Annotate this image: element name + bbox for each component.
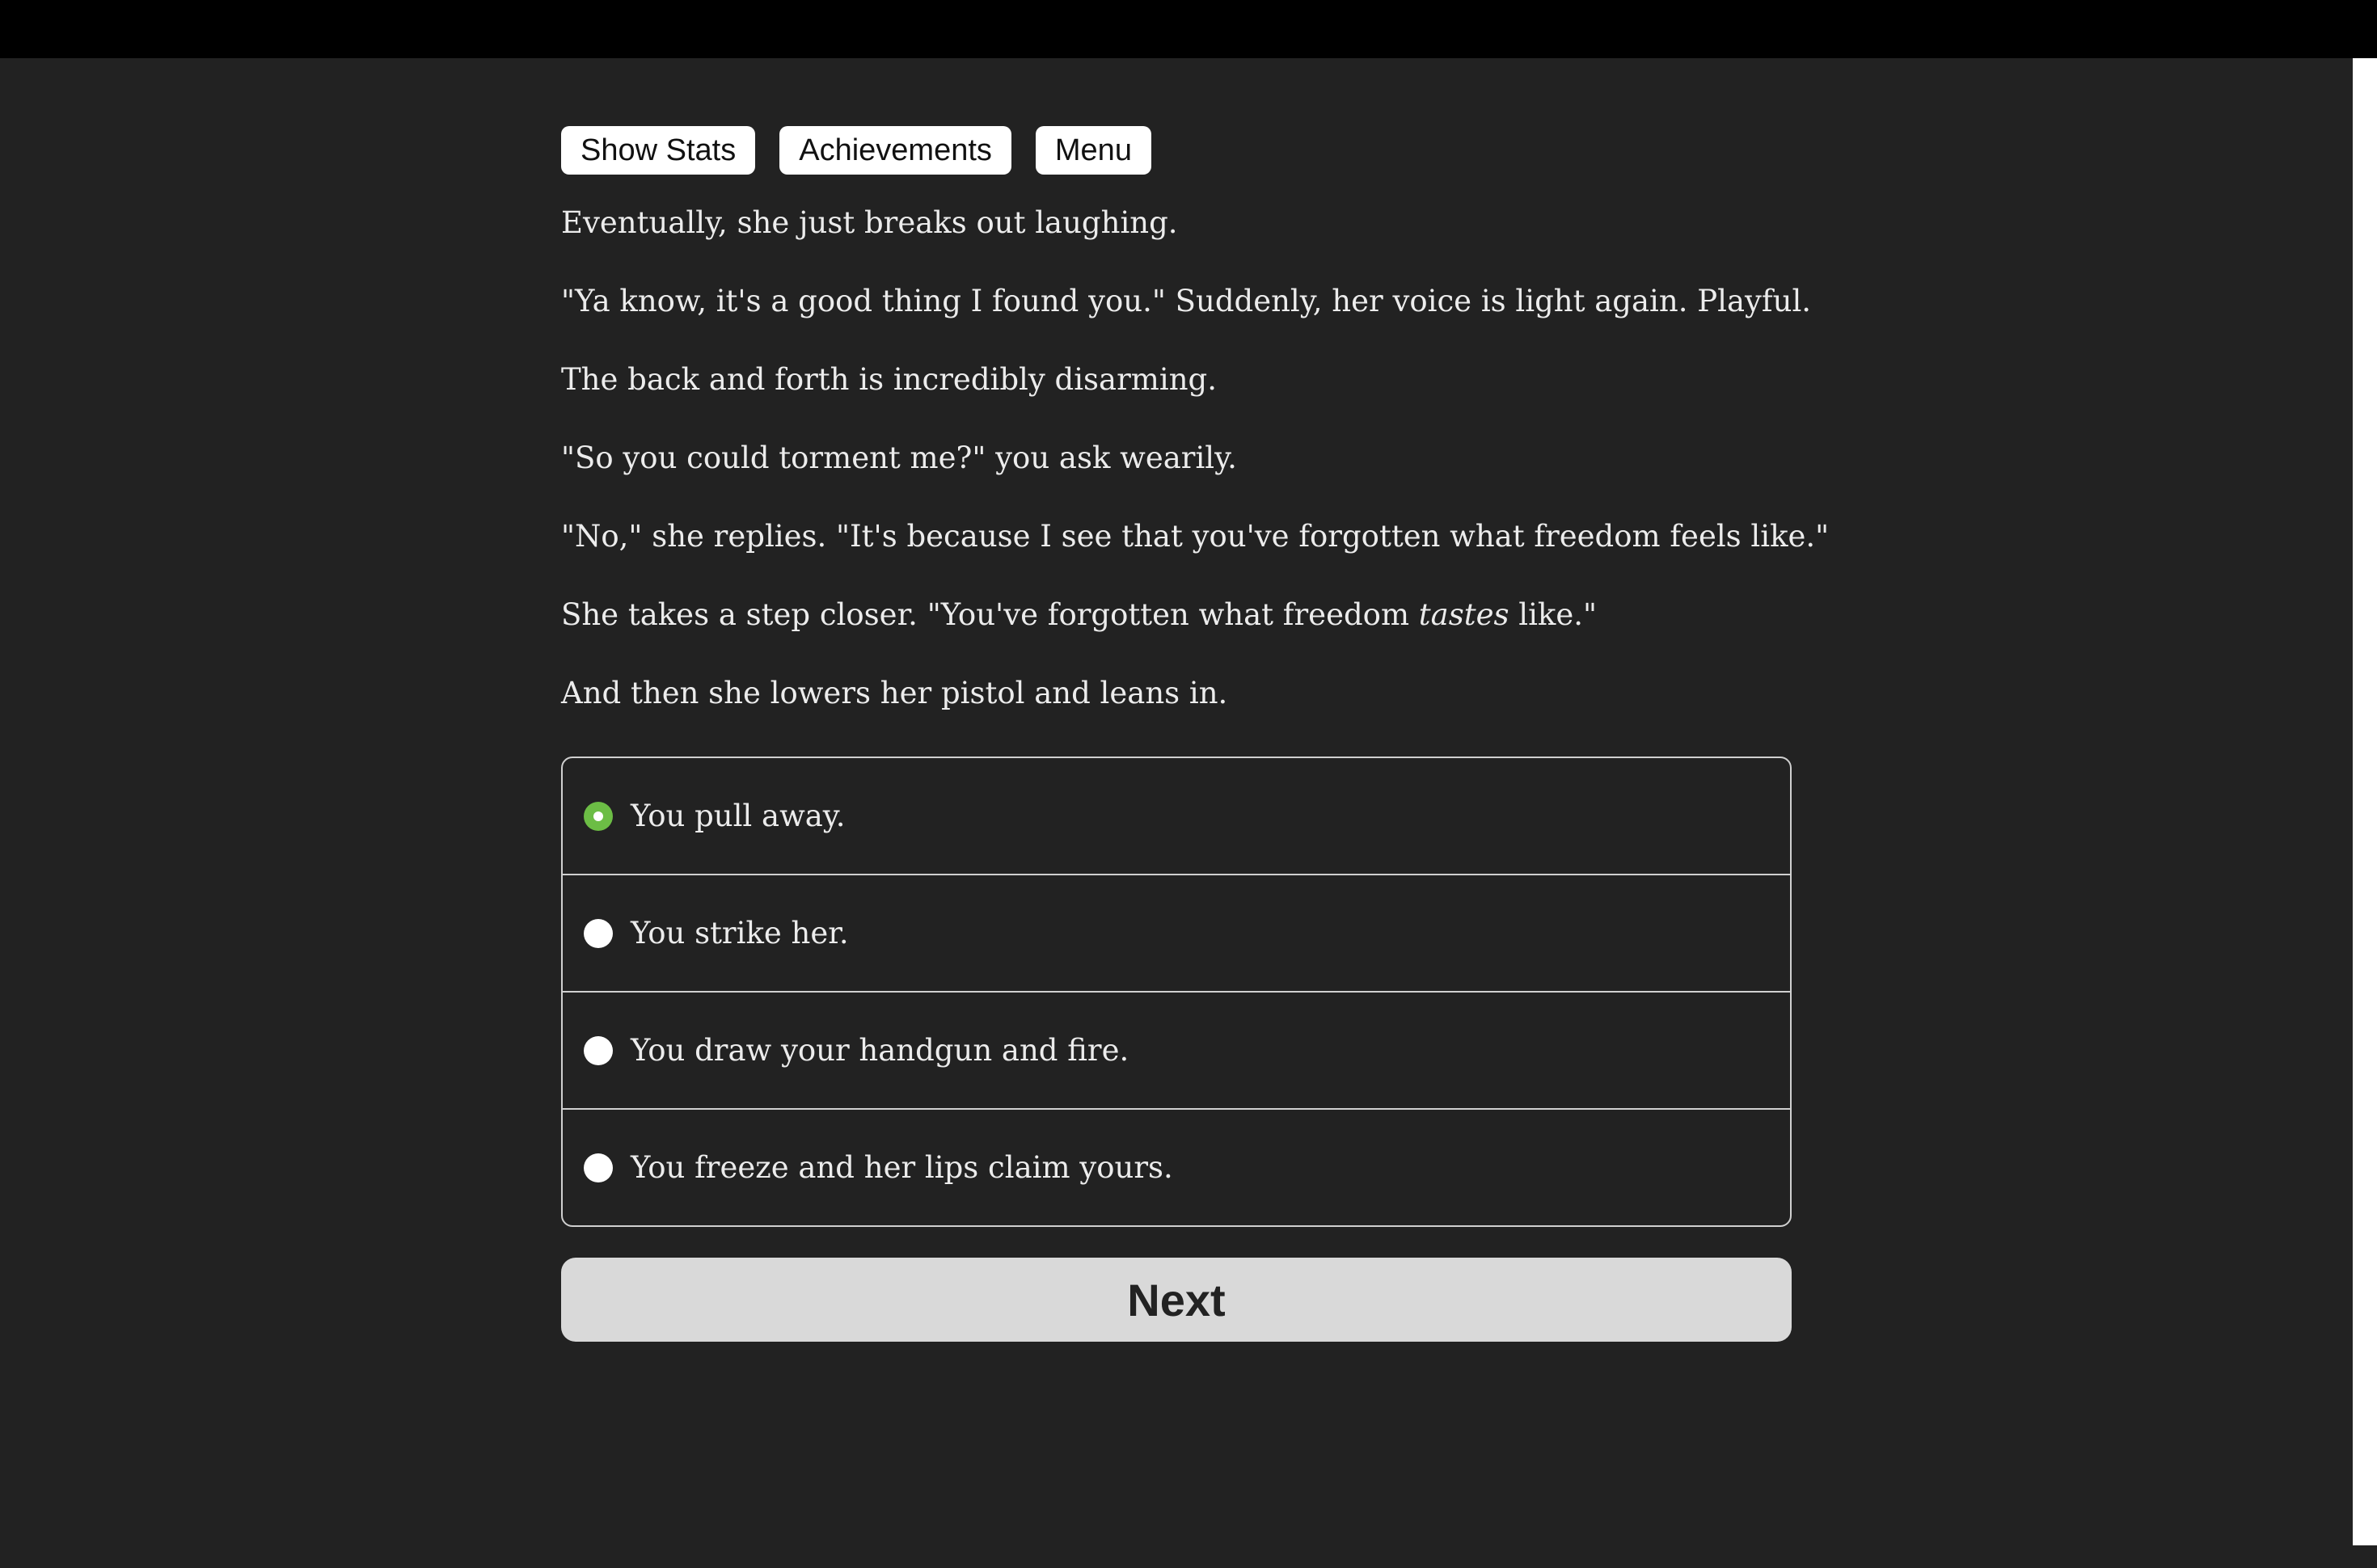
radio-button[interactable] — [584, 919, 613, 948]
story-paragraph: "So you could torment me?" you ask wearily. — [561, 440, 1237, 475]
choice-option[interactable] — [563, 875, 1790, 993]
game-content — [561, 126, 1830, 1326]
radio-button-selected[interactable] — [584, 802, 613, 831]
story-text-segment: She takes a step closer. "You've forgotten what freedom — [561, 597, 1419, 632]
story-paragraph: "Ya know, it's a good thing I found you." Suddenly, her voice is light again. Playful. — [561, 284, 1812, 318]
story-text — [561, 205, 1830, 711]
scrollbar[interactable] — [2353, 58, 2377, 1545]
toolbar — [561, 126, 1792, 175]
story-paragraph: Eventually, she just breaks out laughing. — [561, 205, 1178, 240]
story-paragraph: The back and forth is incredibly disarming. — [561, 362, 1217, 397]
radio-button[interactable] — [584, 1153, 613, 1182]
next-button[interactable]: Next — [561, 1258, 1792, 1342]
choice-option[interactable] — [563, 1110, 1790, 1225]
menu-button[interactable]: Menu — [1036, 126, 1151, 175]
story-text-segment: like." — [1509, 597, 1597, 632]
story-paragraph: "No," she replies. "It's because I see that you've forgotten what freedom feels like." — [561, 519, 1830, 554]
show-stats-button[interactable]: Show Stats — [561, 126, 755, 175]
choice-label: You freeze and her lips claim yours. — [631, 1150, 1173, 1185]
choice-label: You strike her. — [631, 916, 849, 950]
choice-label: You draw your handgun and fire. — [631, 1033, 1129, 1068]
achievements-button[interactable]: Achievements — [779, 126, 1011, 175]
browser-top-bar — [0, 0, 2377, 58]
story-paragraph: And then she lowers her pistol and leans in. — [561, 676, 1228, 710]
choice-list — [561, 757, 1792, 1227]
choice-option[interactable] — [563, 993, 1790, 1110]
choice-label: You pull away. — [631, 799, 846, 833]
story-emphasis: tastes — [1418, 597, 1509, 632]
story-paragraph — [561, 597, 1792, 633]
radio-button[interactable] — [584, 1036, 613, 1065]
choice-option[interactable] — [563, 758, 1790, 875]
